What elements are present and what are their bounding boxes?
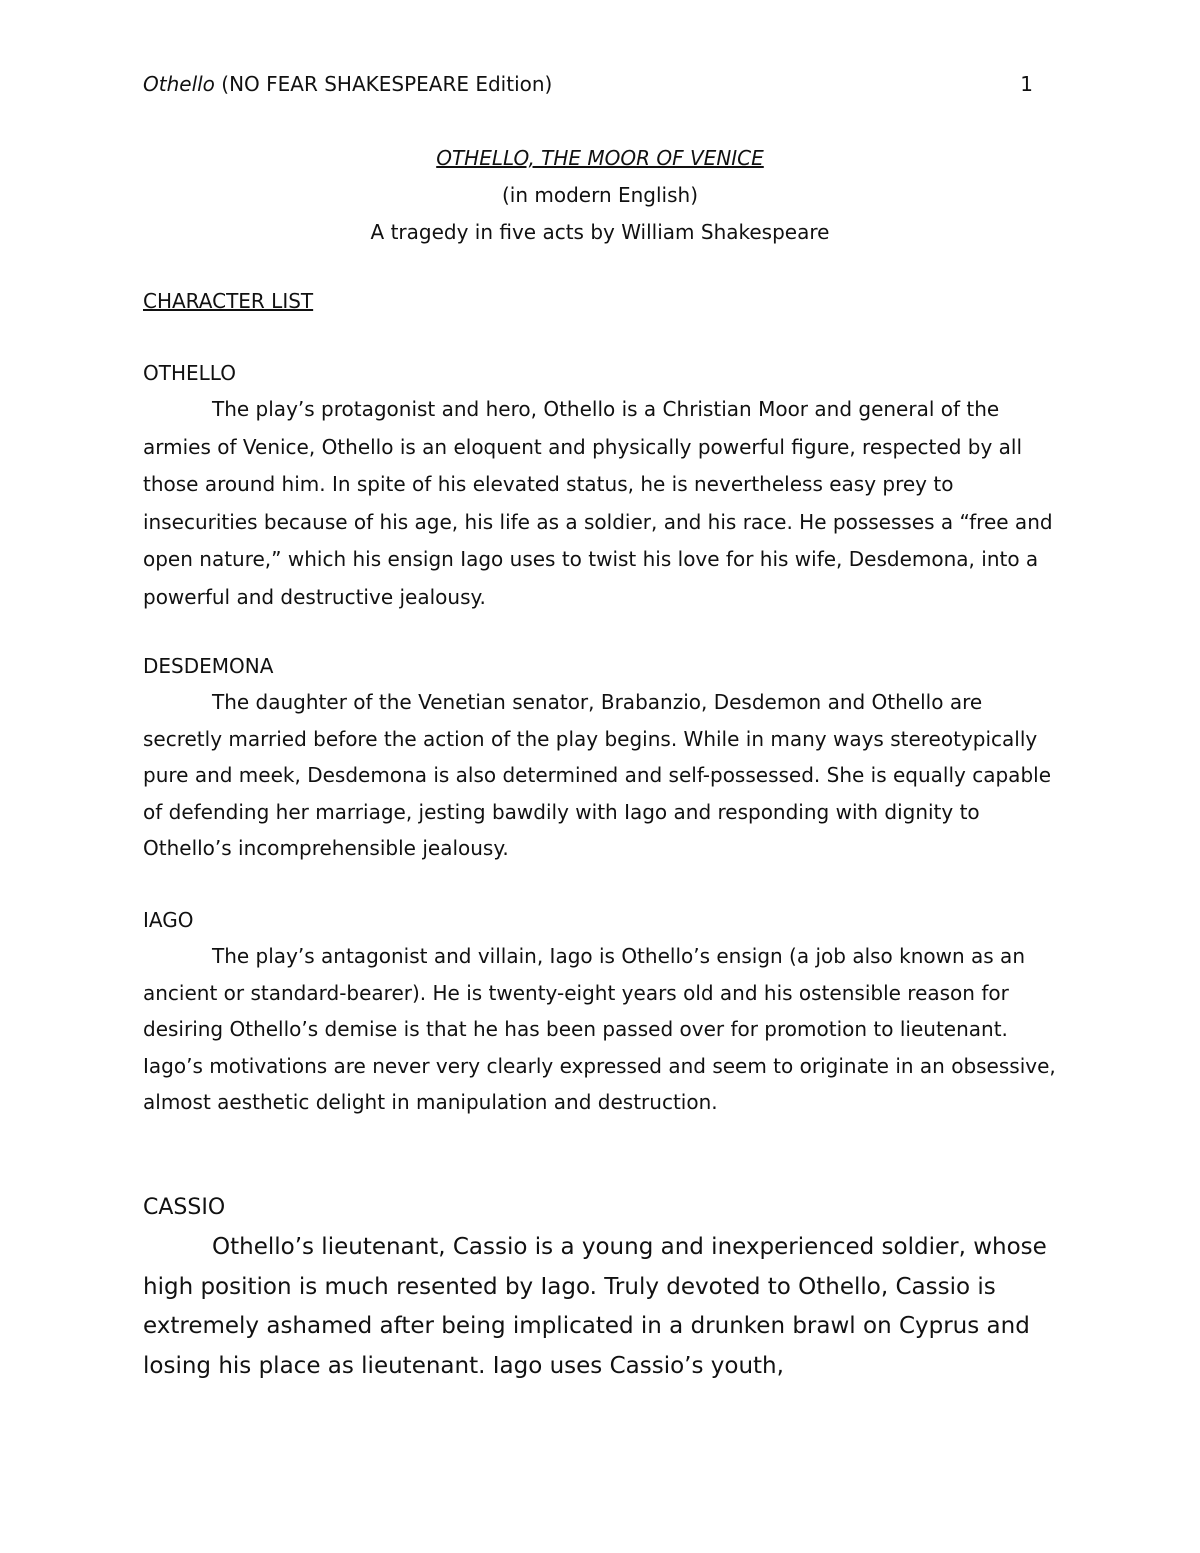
document-byline: A tragedy in five acts by William Shakespeare xyxy=(370,220,830,244)
character-section-cassio xyxy=(143,1192,1063,1386)
character-section-iago xyxy=(143,905,1063,1121)
running-title-italic: Othello xyxy=(143,72,215,96)
character-list-heading: CHARACTER LIST xyxy=(143,289,314,313)
character-description: The daughter of the Venetian senator, Brabanzio, Desdemon and Othello are secretly married before the action of the play begins. While in many ways stereotypically pure and meek, Desdemona is also determined and self-possessed. She is equally capable of defending her marriage, jesting bawdily with Iago and responding with dignity to Othello’s incomprehensible jealousy. xyxy=(143,690,1051,860)
character-description: Othello’s lieutenant, Cassio is a young and inexperienced soldier, whose high position is much resented by Iago. Truly devoted to Othello, Cassio is extremely ashamed after being implicated in a drunken brawl on Cyprus and losing his place as lieutenant. Iago uses Cassio’s youth, xyxy=(143,1234,1047,1379)
character-name: CASSIO xyxy=(143,1195,226,1220)
character-description: The play’s protagonist and hero, Othello is a Christian Moor and general of the armies of Venice, Othello is an eloquent and physically powerful figure, respected by all those around him. In spite of his elevated status, he is nevertheless easy prey to insecurities because of his age, his life as a soldier, and his race. He possesses a “free and open nature,” which his ensign Iago uses to twist his love for his wife, Desdemona, into a powerful and destructive jealousy. xyxy=(143,397,1053,609)
character-section-desdemona xyxy=(143,651,1063,867)
document-title: OTHELLO, THE MOOR OF VENICE xyxy=(436,146,764,170)
page-header xyxy=(143,70,1033,98)
page-number: 1 xyxy=(1020,72,1033,96)
document-subtitle: (in modern English) xyxy=(501,183,699,207)
title-block xyxy=(0,140,1200,251)
character-name: DESDEMONA xyxy=(143,654,274,678)
character-section-othello xyxy=(143,358,1063,616)
running-title xyxy=(143,70,552,98)
character-name: IAGO xyxy=(143,908,194,932)
running-title-rest: (NO FEAR SHAKESPEARE Edition) xyxy=(214,72,553,96)
character-name: OTHELLO xyxy=(143,361,236,385)
character-description: The play’s antagonist and villain, Iago is Othello’s ensign (a job also known as an ancient or standard-bearer). He is twenty-eight years old and his ostensible reason for desiring Othello’s demise is that he has been passed over for promotion to lieutenant. Iago’s motivations are never very clearly expressed and seem to originate in an obsessive, almost aesthetic delight in manipulation and destruction. xyxy=(143,944,1056,1114)
